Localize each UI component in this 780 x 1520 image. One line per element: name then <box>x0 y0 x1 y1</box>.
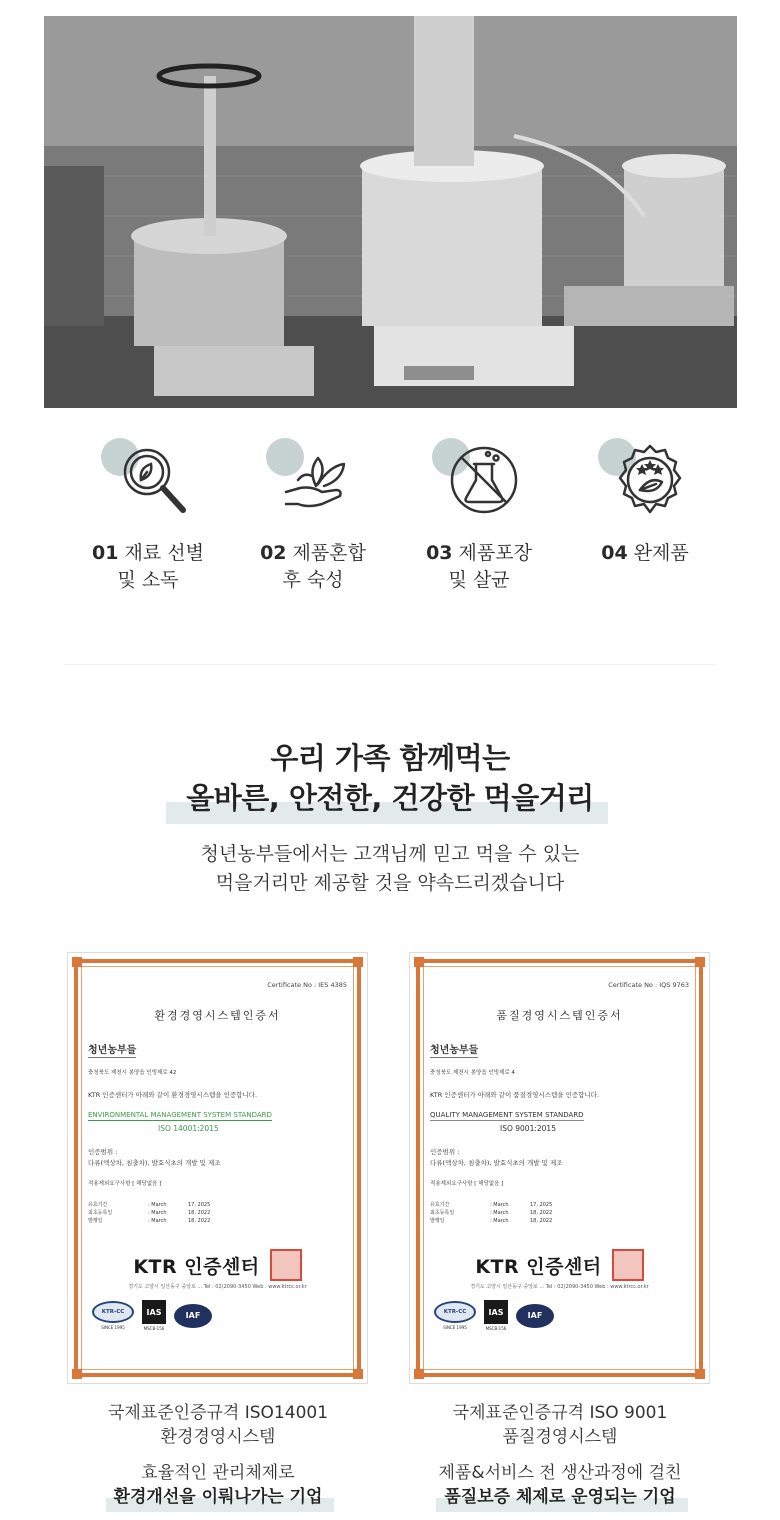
certificate-iso14001 <box>67 952 368 1384</box>
cert-scope-label: 인증범위 : <box>88 1148 118 1156</box>
cert-number: Certificate No : IQS 9763 <box>608 981 689 989</box>
cert-number: Certificate No : IES 4385 <box>267 981 347 989</box>
step-label: 01 재료 선별 및 소독 <box>92 542 204 591</box>
cert-title: 환경경영시스템인증서 <box>154 1009 281 1022</box>
ktr-logo: KTR 인증센터 <box>133 1255 260 1278</box>
step-label: 02 제품혼합 후 숙성 <box>260 542 366 591</box>
ias-sub: MSCB-156 <box>485 1326 507 1331</box>
cert-company: 청년농부들 <box>430 1041 478 1058</box>
caption-line1: 효율적인 관리체제로 <box>141 1463 295 1483</box>
star-badge-icon <box>610 440 690 520</box>
headline-line2-wrap <box>186 778 594 818</box>
cert-statement: KTR 인증센터가 아래와 같이 환경경영시스템을 인증합니다. <box>88 1091 258 1099</box>
subtitle-line2: 먹을거리만 제공할 것을 약속드리겠습니다 <box>215 872 565 894</box>
no-chemical-icon <box>444 440 524 520</box>
cert1-caption-desc <box>68 1461 368 1509</box>
frame-corner <box>353 1369 363 1379</box>
step-2 <box>228 430 398 594</box>
frame-corner <box>72 957 82 967</box>
ktr-cc-logo: KTR-CC <box>92 1301 134 1323</box>
cert2-caption-desc <box>410 1461 710 1509</box>
subtitle-line1: 청년농부들에서는 고객님께 믿고 먹을 수 있는 <box>200 843 580 865</box>
ias-sub: MSCB-156 <box>143 1326 165 1331</box>
iaf-logo: IAF <box>174 1304 212 1328</box>
section-divider <box>64 664 716 665</box>
subtitle <box>0 840 780 898</box>
ias-logo: IAS <box>484 1300 508 1324</box>
iaf-logo: IAF <box>516 1304 554 1328</box>
caption-line2: 환경개선을 이뤄나가는 기업 <box>113 1487 323 1507</box>
ktr-address: 경기도 고양시 일산동구 중앙로 ... Tel : 02)2090-3450 Web : www.ktrcc.or.kr <box>128 1284 307 1290</box>
step-4 <box>560 430 730 567</box>
cert-statement: KTR 인증센터가 아래와 같이 품질경영시스템을 인증합니다. <box>430 1091 600 1099</box>
cert-scope: 다류(액상차, 침출차), 발효식초의 개발 및 제조 <box>88 1159 221 1167</box>
cert-iso: ISO 14001:2015 <box>158 1124 219 1133</box>
headline-line2: 올바른, 안전한, 건강한 먹을거리 <box>186 781 594 815</box>
frame-corner <box>353 957 363 967</box>
cert-standard: ENVIRONMENTAL MANAGEMENT SYSTEM STANDARD <box>88 1111 272 1119</box>
ktr-logo-row <box>88 1249 347 1281</box>
cert-address: 충청북도 제천시 봉양읍 인빙제로 4 <box>430 1070 515 1076</box>
caption-line2: 품질보증 체제로 운영되는 기업 <box>444 1487 676 1507</box>
cert-address: 충청북도 제천시 봉양읍 인빙제로 42 <box>88 1070 177 1076</box>
frame-corner <box>414 1369 424 1379</box>
cert-dates: 유효기간 : March 17, 2025 최초등록일 : March 18, 2022 발행일 : March 18, 2022 <box>430 1202 553 1224</box>
cert-exclusions: 적용제외요구사항 [ 해당없음 ] <box>430 1181 504 1187</box>
process-steps <box>0 430 780 610</box>
cert2-caption-title: 국제표준인증규격 ISO 9001 품질경영시스템 <box>452 1403 668 1447</box>
cert1-caption-title: 국제표준인증규격 ISO14001 환경경영시스템 <box>107 1403 329 1447</box>
since-label: SINCE 1995 <box>443 1325 467 1330</box>
accreditation-logos <box>430 1300 689 1331</box>
ktr-cc-logo: KTR-CC <box>434 1301 476 1323</box>
cert-scope: 다류(액상차, 침출차), 발효식초의 개발 및 제조 <box>430 1159 563 1167</box>
step-1 <box>63 430 233 594</box>
headline <box>0 738 780 818</box>
cert-title: 품질경영시스템인증서 <box>496 1009 623 1022</box>
frame-corner <box>72 1369 82 1379</box>
cert-standard: QUALITY MANAGEMENT SYSTEM STANDARD <box>430 1111 584 1119</box>
ktr-logo-row <box>430 1249 689 1281</box>
since-label: SINCE 1995 <box>101 1325 125 1330</box>
step-3 <box>394 430 564 594</box>
caption-line1: 제품&서비스 전 생산과정에 걸친 <box>438 1463 682 1483</box>
cert-company: 청년농부들 <box>88 1041 136 1058</box>
step-label: 03 제품포장 및 살균 <box>426 542 532 591</box>
ias-logo: IAS <box>142 1300 166 1324</box>
cert-iso: ISO 9001:2015 <box>500 1124 556 1133</box>
step-label: 04 완제품 <box>601 542 689 564</box>
official-seal <box>612 1249 644 1281</box>
official-seal <box>270 1249 302 1281</box>
cert-scope-label: 인증범위 : <box>430 1148 460 1156</box>
cert-dates: 유효기간 : March 17, 2025 최초등록일 : March 18, 2022 발행일 : March 18, 2022 <box>88 1202 211 1224</box>
factory-photo <box>44 16 737 408</box>
magnifier-leaf-icon <box>113 440 193 520</box>
certificate-iso9001 <box>409 952 710 1384</box>
cert-exclusions: 적용제외요구사항 [ 해당없음 ] <box>88 1181 162 1187</box>
ktr-address: 경기도 고양시 일산동구 중앙로 ... Tel : 02)2090-3450 Web : www.ktrcc.or.kr <box>470 1284 649 1290</box>
frame-corner <box>414 957 424 967</box>
accreditation-logos <box>88 1300 347 1331</box>
ktr-logo: KTR 인증센터 <box>475 1255 602 1278</box>
frame-corner <box>695 1369 705 1379</box>
hand-leaf-icon <box>278 440 358 520</box>
headline-line1: 우리 가족 함께먹는 <box>270 741 510 775</box>
frame-corner <box>695 957 705 967</box>
